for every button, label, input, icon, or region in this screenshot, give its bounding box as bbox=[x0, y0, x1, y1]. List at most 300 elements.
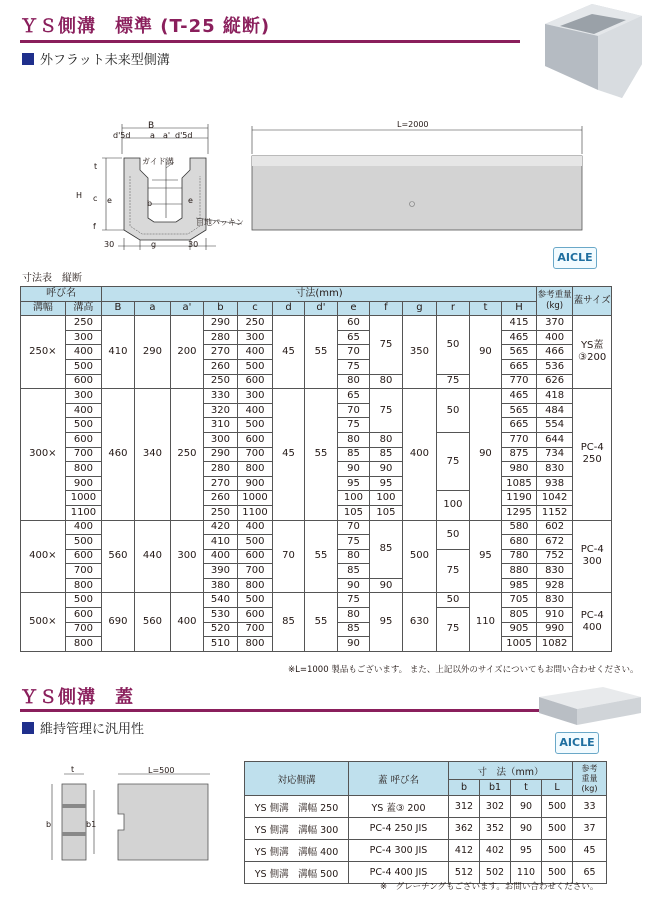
col-head-9: e bbox=[337, 301, 369, 316]
height-cell: 300 bbox=[65, 389, 102, 404]
weight-cell: 400 bbox=[536, 330, 573, 345]
height-cell: 400 bbox=[65, 520, 102, 535]
b-cell: 270 bbox=[203, 345, 238, 360]
H-cell: 770 bbox=[502, 374, 537, 389]
lid-cell: 362 bbox=[449, 818, 480, 840]
d-prime-cell: 55 bbox=[305, 593, 337, 651]
dim-a-top: a bbox=[150, 131, 155, 140]
width-cell: 300× bbox=[21, 389, 66, 520]
lid-head-weight-2: 重量 bbox=[581, 773, 598, 783]
e-cell: 85 bbox=[337, 622, 369, 637]
f-cell: 80 bbox=[370, 374, 402, 389]
e-cell: 70 bbox=[337, 345, 369, 360]
table-row bbox=[21, 520, 612, 535]
weight-cell: 602 bbox=[536, 520, 573, 535]
r-cell: 50 bbox=[437, 593, 469, 608]
t-cell: 110 bbox=[469, 593, 501, 651]
weight-cell: 734 bbox=[536, 447, 573, 462]
f-cell: 75 bbox=[370, 389, 402, 433]
e-cell: 80 bbox=[337, 608, 369, 623]
e-cell: 75 bbox=[337, 359, 369, 374]
lid-size-line2: ③200 bbox=[578, 352, 607, 364]
dim-b: b bbox=[147, 199, 153, 208]
lid-drawing bbox=[40, 770, 215, 870]
weight-cell: 644 bbox=[536, 432, 573, 447]
cross-section-drawing bbox=[66, 118, 256, 254]
weight-cell: 370 bbox=[536, 316, 573, 331]
lid-cell: 110 bbox=[511, 862, 542, 884]
lid-cell: YS 側溝 溝幅 500 bbox=[245, 862, 349, 884]
lid-cell: 500 bbox=[542, 818, 573, 840]
H-cell: 780 bbox=[502, 549, 537, 564]
e-cell: 85 bbox=[337, 447, 369, 462]
b-cell: 390 bbox=[203, 564, 238, 579]
a-prime-cell: 250 bbox=[171, 389, 203, 520]
r-cell: 50 bbox=[437, 389, 469, 433]
height-cell: 500 bbox=[65, 593, 102, 608]
e-cell: 90 bbox=[337, 637, 369, 652]
table2-note: ※ グレーチングもございます。お問い合わせください。 bbox=[380, 882, 599, 892]
e-cell: 65 bbox=[337, 330, 369, 345]
height-cell: 500 bbox=[65, 359, 102, 374]
height-cell: 900 bbox=[65, 476, 102, 491]
section2-subtitle-text: 維持管理に汎用性 bbox=[40, 722, 145, 737]
r-cell: 75 bbox=[437, 374, 469, 389]
b-cell: 260 bbox=[203, 359, 238, 374]
height-cell: 300 bbox=[65, 330, 102, 345]
e-cell: 75 bbox=[337, 535, 369, 550]
section2-rule bbox=[20, 709, 540, 712]
dimension-table bbox=[20, 286, 612, 652]
height-cell: 400 bbox=[65, 345, 102, 360]
e-cell: 70 bbox=[337, 520, 369, 535]
B-cell: 410 bbox=[102, 316, 134, 389]
r-cell: 75 bbox=[437, 608, 469, 652]
lid-cell: YS 側溝 溝幅 400 bbox=[245, 840, 349, 862]
height-cell: 600 bbox=[65, 432, 102, 447]
c-cell: 300 bbox=[238, 389, 273, 404]
side-view-drawing bbox=[250, 124, 590, 236]
e-cell: 80 bbox=[337, 374, 369, 389]
section2-title: ＹＳ側溝 蓋 bbox=[20, 687, 134, 708]
lid-col-2: t bbox=[511, 780, 542, 796]
weight-cell: 928 bbox=[536, 578, 573, 593]
lid-head-side: 対応側溝 bbox=[245, 762, 349, 796]
lid-size-line2: 400 bbox=[582, 622, 602, 634]
H-cell: 665 bbox=[502, 359, 537, 374]
H-cell: 980 bbox=[502, 462, 537, 477]
width-cell: 400× bbox=[21, 520, 66, 593]
weight-cell: 1082 bbox=[536, 637, 573, 652]
H-cell: 1190 bbox=[502, 491, 537, 506]
c-cell: 800 bbox=[238, 637, 273, 652]
lid-size-cell bbox=[573, 389, 612, 520]
weight-cell: 1042 bbox=[536, 491, 573, 506]
c-cell: 1100 bbox=[238, 505, 273, 520]
g-cell: 400 bbox=[402, 389, 437, 520]
weight-cell: 830 bbox=[536, 462, 573, 477]
lid-col-1: b1 bbox=[480, 780, 511, 796]
c-cell: 500 bbox=[238, 593, 273, 608]
lid-cell: PC-4 250 JIS bbox=[349, 818, 449, 840]
a-cell: 560 bbox=[134, 593, 171, 651]
col-head-12: r bbox=[437, 301, 469, 316]
e-cell: 80 bbox=[337, 549, 369, 564]
e-cell: 95 bbox=[337, 476, 369, 491]
c-cell: 500 bbox=[238, 418, 273, 433]
e-cell: 75 bbox=[337, 418, 369, 433]
section-subtitle bbox=[22, 49, 170, 68]
lid-dim-b: b bbox=[46, 820, 52, 829]
b-cell: 520 bbox=[203, 622, 238, 637]
lid-size-line2: 250 bbox=[582, 454, 602, 466]
r-cell: 75 bbox=[437, 432, 469, 490]
d-prime-cell: 55 bbox=[305, 520, 337, 593]
H-cell: 805 bbox=[502, 608, 537, 623]
c-cell: 800 bbox=[238, 578, 273, 593]
height-cell: 500 bbox=[65, 535, 102, 550]
col-head-dims: 寸法(mm) bbox=[102, 287, 537, 302]
lid-cell: 500 bbox=[542, 862, 573, 884]
b-cell: 290 bbox=[203, 447, 238, 462]
d-cell: 45 bbox=[272, 316, 304, 389]
lid-photo bbox=[533, 683, 643, 731]
c-cell: 500 bbox=[238, 359, 273, 374]
subtitle-text: 外フラット未来型側溝 bbox=[40, 53, 170, 68]
b-cell: 540 bbox=[203, 593, 238, 608]
height-cell: 600 bbox=[65, 608, 102, 623]
dim-B: B bbox=[148, 121, 155, 131]
c-cell: 600 bbox=[238, 374, 273, 389]
title-rule bbox=[20, 40, 520, 43]
lid-cell: 412 bbox=[449, 840, 480, 862]
lid-dim-t: t bbox=[71, 765, 75, 774]
d-cell: 45 bbox=[272, 389, 304, 520]
col-head-10: f bbox=[370, 301, 402, 316]
weight-cell: 938 bbox=[536, 476, 573, 491]
e-cell: 85 bbox=[337, 564, 369, 579]
lid-head-weight-3: (kg) bbox=[581, 783, 598, 793]
b-cell: 420 bbox=[203, 520, 238, 535]
H-cell: 415 bbox=[502, 316, 537, 331]
d-cell: 70 bbox=[272, 520, 304, 593]
lid-cell: 512 bbox=[449, 862, 480, 884]
lid-dim-b1: b1 bbox=[86, 820, 97, 829]
H-cell: 665 bbox=[502, 418, 537, 433]
bullet-square-icon bbox=[22, 53, 34, 65]
c-cell: 1000 bbox=[238, 491, 273, 506]
height-cell: 700 bbox=[65, 447, 102, 462]
e-cell: 90 bbox=[337, 462, 369, 477]
a-prime-cell: 200 bbox=[171, 316, 203, 389]
g-cell: 350 bbox=[402, 316, 437, 389]
lid-cell: 65 bbox=[573, 862, 607, 884]
table1-note: ※L=1000 製品もございます。 また、上記以外のサイズについてもお問い合わせください。 bbox=[288, 665, 639, 675]
section2-subtitle bbox=[22, 718, 144, 737]
H-cell: 580 bbox=[502, 520, 537, 535]
lid-cell: YS 側溝 溝幅 300 bbox=[245, 818, 349, 840]
lid-cell: 37 bbox=[573, 818, 607, 840]
col-head-6: c bbox=[238, 301, 273, 316]
length-label: L=2000 bbox=[397, 120, 429, 129]
t-cell: 90 bbox=[469, 389, 501, 520]
weight-cell: 466 bbox=[536, 345, 573, 360]
b-cell: 290 bbox=[203, 316, 238, 331]
dim-e-left: e bbox=[107, 196, 112, 205]
table-row bbox=[21, 316, 612, 331]
dim-a-prime: a' bbox=[163, 131, 171, 140]
b-cell: 280 bbox=[203, 462, 238, 477]
e-cell: 60 bbox=[337, 316, 369, 331]
H-cell: 985 bbox=[502, 578, 537, 593]
table-row bbox=[245, 796, 607, 818]
dim-d5d-left: d'5d bbox=[113, 131, 131, 140]
d-prime-cell: 55 bbox=[305, 389, 337, 520]
lid-cell: 312 bbox=[449, 796, 480, 818]
H-cell: 1005 bbox=[502, 637, 537, 652]
col-head-8: d' bbox=[305, 301, 337, 316]
lid-cell: 402 bbox=[480, 840, 511, 862]
lid-cell: 502 bbox=[480, 862, 511, 884]
height-cell: 700 bbox=[65, 564, 102, 579]
page-title: ＹＳ側溝 標準 (T-25 縦断) bbox=[20, 16, 271, 37]
dim-f: f bbox=[93, 222, 96, 231]
e-cell: 100 bbox=[337, 491, 369, 506]
e-cell: 65 bbox=[337, 389, 369, 404]
weight-cell: 830 bbox=[536, 593, 573, 608]
lid-size-line1: PC-4 bbox=[580, 544, 604, 556]
weight-cell: 990 bbox=[536, 622, 573, 637]
lid-size-line1: YS蓋 bbox=[580, 340, 604, 352]
lid-cell: 95 bbox=[511, 840, 542, 862]
dim-t: t bbox=[94, 162, 98, 171]
b-cell: 330 bbox=[203, 389, 238, 404]
lid-head-dims: 寸 法（mm） bbox=[449, 762, 573, 780]
c-cell: 900 bbox=[238, 476, 273, 491]
c-cell: 400 bbox=[238, 345, 273, 360]
col-head-7: d bbox=[272, 301, 304, 316]
c-cell: 500 bbox=[238, 535, 273, 550]
H-cell: 770 bbox=[502, 432, 537, 447]
H-cell: 565 bbox=[502, 403, 537, 418]
weight-cell: 536 bbox=[536, 359, 573, 374]
col-head-14: H bbox=[502, 301, 537, 316]
height-cell: 250 bbox=[65, 316, 102, 331]
weight-cell: 672 bbox=[536, 535, 573, 550]
b-cell: 310 bbox=[203, 418, 238, 433]
b-cell: 260 bbox=[203, 491, 238, 506]
lid-cell: 90 bbox=[511, 818, 542, 840]
dim-H: H bbox=[76, 191, 83, 200]
lid-cell: PC-4 300 JIS bbox=[349, 840, 449, 862]
b-cell: 380 bbox=[203, 578, 238, 593]
weight-cell: 752 bbox=[536, 549, 573, 564]
col-head-0: 溝幅 bbox=[21, 301, 66, 316]
e-cell: 105 bbox=[337, 505, 369, 520]
table-row bbox=[245, 840, 607, 862]
table-row bbox=[21, 593, 612, 608]
H-cell: 905 bbox=[502, 622, 537, 637]
col-head-2: B bbox=[102, 301, 134, 316]
b-cell: 250 bbox=[203, 505, 238, 520]
col-head-5: b bbox=[203, 301, 238, 316]
b-cell: 270 bbox=[203, 476, 238, 491]
lid-head-name: 蓋 呼び名 bbox=[349, 762, 449, 796]
weight-cell: 830 bbox=[536, 564, 573, 579]
height-cell: 800 bbox=[65, 462, 102, 477]
f-cell: 85 bbox=[370, 447, 402, 462]
b-cell: 320 bbox=[203, 403, 238, 418]
e-cell: 90 bbox=[337, 578, 369, 593]
f-cell: 95 bbox=[370, 593, 402, 651]
bullet-square-icon-2 bbox=[22, 722, 34, 734]
dim-g: g bbox=[151, 240, 157, 249]
col-head-13: t bbox=[469, 301, 501, 316]
height-cell: 1000 bbox=[65, 491, 102, 506]
b-cell: 510 bbox=[203, 637, 238, 652]
height-cell: 800 bbox=[65, 637, 102, 652]
dim-c: c bbox=[93, 194, 98, 203]
a-prime-cell: 400 bbox=[171, 593, 203, 651]
c-cell: 250 bbox=[238, 316, 273, 331]
col-head-11: g bbox=[402, 301, 437, 316]
c-cell: 700 bbox=[238, 622, 273, 637]
lid-size-line1: PC-4 bbox=[580, 442, 604, 454]
b-cell: 400 bbox=[203, 549, 238, 564]
e-cell: 75 bbox=[337, 593, 369, 608]
lid-cell: 352 bbox=[480, 818, 511, 840]
lid-head-weight-1: 参考 bbox=[581, 763, 598, 773]
weight-cell: 626 bbox=[536, 374, 573, 389]
H-cell: 880 bbox=[502, 564, 537, 579]
height-cell: 400 bbox=[65, 403, 102, 418]
H-cell: 875 bbox=[502, 447, 537, 462]
H-cell: 1295 bbox=[502, 505, 537, 520]
r-cell: 100 bbox=[437, 491, 469, 520]
c-cell: 400 bbox=[238, 403, 273, 418]
lid-size-line2: 300 bbox=[582, 556, 602, 568]
b-cell: 410 bbox=[203, 535, 238, 550]
lid-cell: YS 側溝 溝幅 250 bbox=[245, 796, 349, 818]
a-cell: 440 bbox=[134, 520, 171, 593]
H-cell: 680 bbox=[502, 535, 537, 550]
weight-cell: 554 bbox=[536, 418, 573, 433]
weight-cell: 910 bbox=[536, 608, 573, 623]
a-cell: 340 bbox=[134, 389, 171, 520]
a-cell: 290 bbox=[134, 316, 171, 389]
height-cell: 700 bbox=[65, 622, 102, 637]
c-cell: 800 bbox=[238, 462, 273, 477]
b-cell: 300 bbox=[203, 432, 238, 447]
lid-size-cell bbox=[573, 593, 612, 651]
c-cell: 700 bbox=[238, 447, 273, 462]
r-cell: 75 bbox=[437, 549, 469, 593]
r-cell: 50 bbox=[437, 316, 469, 374]
col-head-4: a' bbox=[171, 301, 203, 316]
weight-cell: 418 bbox=[536, 389, 573, 404]
B-cell: 560 bbox=[102, 520, 134, 593]
lid-cell: 45 bbox=[573, 840, 607, 862]
a-prime-cell: 300 bbox=[171, 520, 203, 593]
r-cell: 50 bbox=[437, 520, 469, 549]
c-cell: 600 bbox=[238, 549, 273, 564]
lid-col-0: b bbox=[449, 780, 480, 796]
t-cell: 90 bbox=[469, 316, 501, 389]
lid-cell: YS 蓋③ 200 bbox=[349, 796, 449, 818]
B-cell: 460 bbox=[102, 389, 134, 520]
width-cell: 250× bbox=[21, 316, 66, 389]
aicle-logo: AICLE bbox=[553, 247, 597, 269]
d-prime-cell: 55 bbox=[305, 316, 337, 389]
dim-e-right: e bbox=[188, 196, 193, 205]
g-cell: 500 bbox=[402, 520, 437, 593]
height-cell: 500 bbox=[65, 418, 102, 433]
f-cell: 100 bbox=[370, 491, 402, 506]
col-head-call: 呼び名 bbox=[21, 287, 102, 302]
weight-cell: 1152 bbox=[536, 505, 573, 520]
table-row bbox=[21, 389, 612, 404]
f-cell: 75 bbox=[370, 316, 402, 374]
B-cell: 690 bbox=[102, 593, 134, 651]
t-cell: 95 bbox=[469, 520, 501, 593]
guide-groove-label: ガイド溝 bbox=[142, 157, 174, 166]
col-head-weight: 参考重量(kg) bbox=[536, 287, 573, 316]
width-cell: 500× bbox=[21, 593, 66, 651]
lid-table bbox=[244, 761, 607, 884]
dim-d5d-right: d'5d bbox=[175, 131, 193, 140]
f-cell: 95 bbox=[370, 476, 402, 491]
ys-gutter-photo bbox=[530, 2, 645, 102]
f-cell: 85 bbox=[370, 520, 402, 578]
H-cell: 465 bbox=[502, 330, 537, 345]
lid-cell: PC-4 400 JIS bbox=[349, 862, 449, 884]
lid-cell: 33 bbox=[573, 796, 607, 818]
c-cell: 600 bbox=[238, 432, 273, 447]
d-cell: 85 bbox=[272, 593, 304, 651]
H-cell: 465 bbox=[502, 389, 537, 404]
g-cell: 630 bbox=[402, 593, 437, 651]
lid-cell: 90 bbox=[511, 796, 542, 818]
dim-30-right: 30 bbox=[188, 240, 199, 249]
f-cell: 90 bbox=[370, 462, 402, 477]
col-head-1: 溝高 bbox=[65, 301, 102, 316]
H-cell: 565 bbox=[502, 345, 537, 360]
col-head-3: a bbox=[134, 301, 171, 316]
f-cell: 90 bbox=[370, 578, 402, 593]
lid-size-cell bbox=[573, 316, 612, 389]
lid-head-weight bbox=[573, 762, 607, 796]
lid-dim-L: L=500 bbox=[148, 766, 175, 775]
height-cell: 600 bbox=[65, 374, 102, 389]
lid-size-cell bbox=[573, 520, 612, 593]
b-cell: 530 bbox=[203, 608, 238, 623]
H-cell: 705 bbox=[502, 593, 537, 608]
aicle-logo-2: AICLE bbox=[555, 732, 599, 754]
c-cell: 600 bbox=[238, 608, 273, 623]
lid-cell: 500 bbox=[542, 796, 573, 818]
e-cell: 80 bbox=[337, 432, 369, 447]
dim-30-left: 30 bbox=[104, 240, 115, 249]
height-cell: 600 bbox=[65, 549, 102, 564]
lid-col-3: L bbox=[542, 780, 573, 796]
table-caption: 寸法表 縦断 bbox=[22, 273, 82, 284]
weight-cell: 484 bbox=[536, 403, 573, 418]
c-cell: 400 bbox=[238, 520, 273, 535]
lid-cell: 302 bbox=[480, 796, 511, 818]
b-cell: 250 bbox=[203, 374, 238, 389]
joint-packing-label: 目地パッキン bbox=[196, 218, 244, 227]
b-cell: 280 bbox=[203, 330, 238, 345]
